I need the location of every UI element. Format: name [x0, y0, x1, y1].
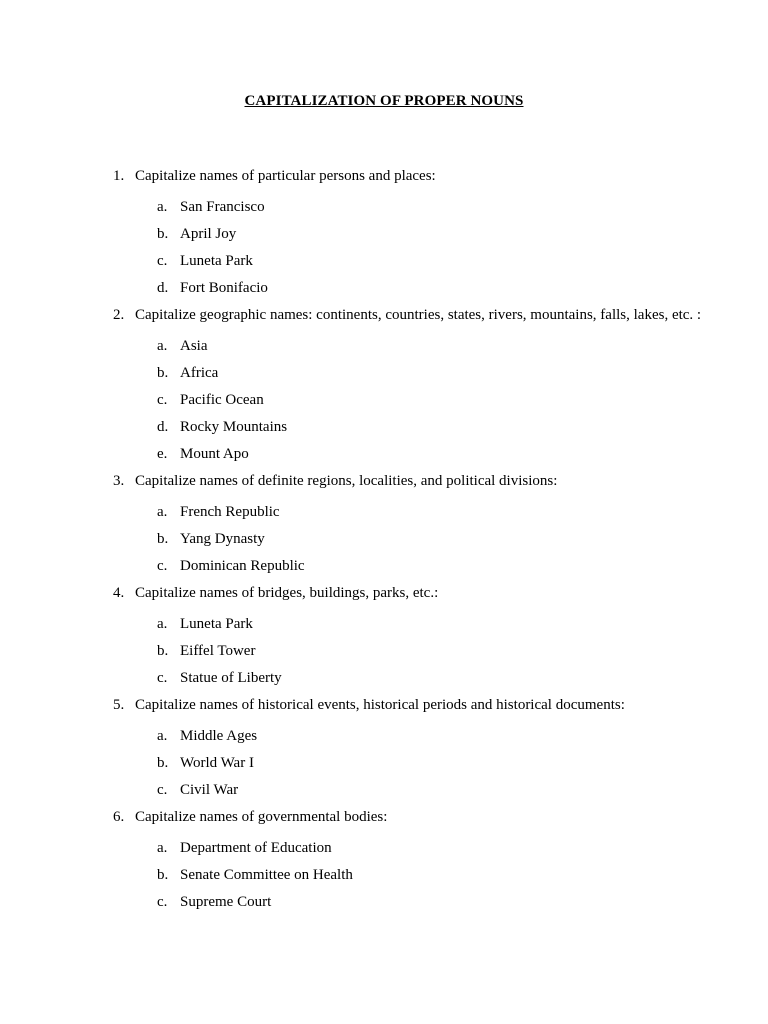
example-letter: a. [157, 338, 168, 354]
example-item [157, 279, 713, 297]
example-text: French Republic [180, 504, 280, 520]
example-item [157, 337, 713, 355]
example-letter: c. [157, 782, 168, 798]
rule-text: Capitalize names of historical events, historical periods and historical documents: [135, 697, 625, 713]
example-text: Senate Committee on Health [180, 867, 353, 883]
example-letter: a. [157, 504, 168, 520]
example-text: Department of Education [180, 840, 332, 856]
example-letter: b. [157, 755, 169, 771]
rule-item [113, 584, 713, 606]
example-text: Yang Dynasty [180, 531, 265, 547]
example-letter: c. [157, 392, 168, 408]
example-item [157, 781, 713, 799]
example-letter: a. [157, 199, 168, 215]
example-text: Statue of Liberty [180, 670, 282, 686]
document-title: CAPITALIZATION OF PROPER NOUNS [244, 93, 524, 109]
example-text: Rocky Mountains [180, 419, 288, 435]
example-letter: e. [157, 446, 168, 462]
example-item [157, 364, 713, 382]
example-text: Fort Bonifacio [180, 280, 268, 296]
rule-number: 6. [113, 809, 125, 825]
example-item [157, 754, 713, 772]
rules-list [113, 167, 713, 920]
example-item [157, 252, 713, 270]
rule-item [113, 696, 713, 718]
example-item [157, 727, 713, 745]
example-item [157, 198, 713, 216]
example-item [157, 557, 713, 575]
example-letter: a. [157, 728, 168, 744]
rule-item [113, 808, 713, 830]
example-item [157, 530, 713, 548]
example-item [157, 445, 713, 463]
rule-item [113, 472, 713, 494]
example-item [157, 418, 713, 436]
example-text: Luneta Park [180, 253, 253, 269]
rule-text: Capitalize names of governmental bodies: [135, 809, 388, 825]
example-text: Supreme Court [180, 894, 272, 910]
example-letter: b. [157, 226, 169, 242]
example-text: Luneta Park [180, 616, 253, 632]
example-text: Civil War [180, 782, 239, 798]
rule-number: 2. [113, 307, 125, 323]
example-text: Asia [180, 338, 208, 354]
example-letter: a. [157, 616, 168, 632]
example-letter: b. [157, 867, 169, 883]
example-item [157, 669, 713, 687]
rule-number: 3. [113, 473, 125, 489]
rule-number: 5. [113, 697, 125, 713]
rule-text: Capitalize names of particular persons and places: [135, 168, 436, 184]
example-letter: b. [157, 531, 169, 547]
example-text: April Joy [180, 226, 237, 242]
example-item [157, 391, 713, 409]
example-text: Africa [180, 365, 219, 381]
rule-item [113, 167, 713, 189]
example-text: Eiffel Tower [180, 643, 256, 659]
example-item [157, 225, 713, 243]
example-letter: b. [157, 643, 169, 659]
example-text: World War I [180, 755, 254, 771]
example-letter: c. [157, 253, 168, 269]
example-letter: d. [157, 419, 169, 435]
example-letter: c. [157, 558, 168, 574]
example-text: Middle Ages [180, 728, 258, 744]
example-text: Dominican Republic [180, 558, 305, 574]
rule-number: 1. [113, 168, 125, 184]
example-item [157, 866, 713, 884]
example-item [157, 893, 713, 911]
example-letter: b. [157, 365, 169, 381]
rule-text: Capitalize geographic names: continents, countries, states, rivers, mountains, falls, lakes, etc. : [135, 307, 702, 323]
example-letter: d. [157, 280, 169, 296]
example-text: Pacific Ocean [180, 392, 264, 408]
example-text: Mount Apo [180, 446, 249, 462]
example-letter: c. [157, 894, 168, 910]
rule-text: Capitalize names of bridges, buildings, parks, etc.: [135, 585, 439, 601]
rule-number: 4. [113, 585, 125, 601]
example-item [157, 503, 713, 521]
example-item [157, 642, 713, 660]
example-letter: c. [157, 670, 168, 686]
rule-item [113, 306, 713, 328]
example-item [157, 615, 713, 633]
example-text: San Francisco [180, 199, 265, 215]
example-item [157, 839, 713, 857]
example-letter: a. [157, 840, 168, 856]
rule-text: Capitalize names of definite regions, localities, and political divisions: [135, 473, 558, 489]
